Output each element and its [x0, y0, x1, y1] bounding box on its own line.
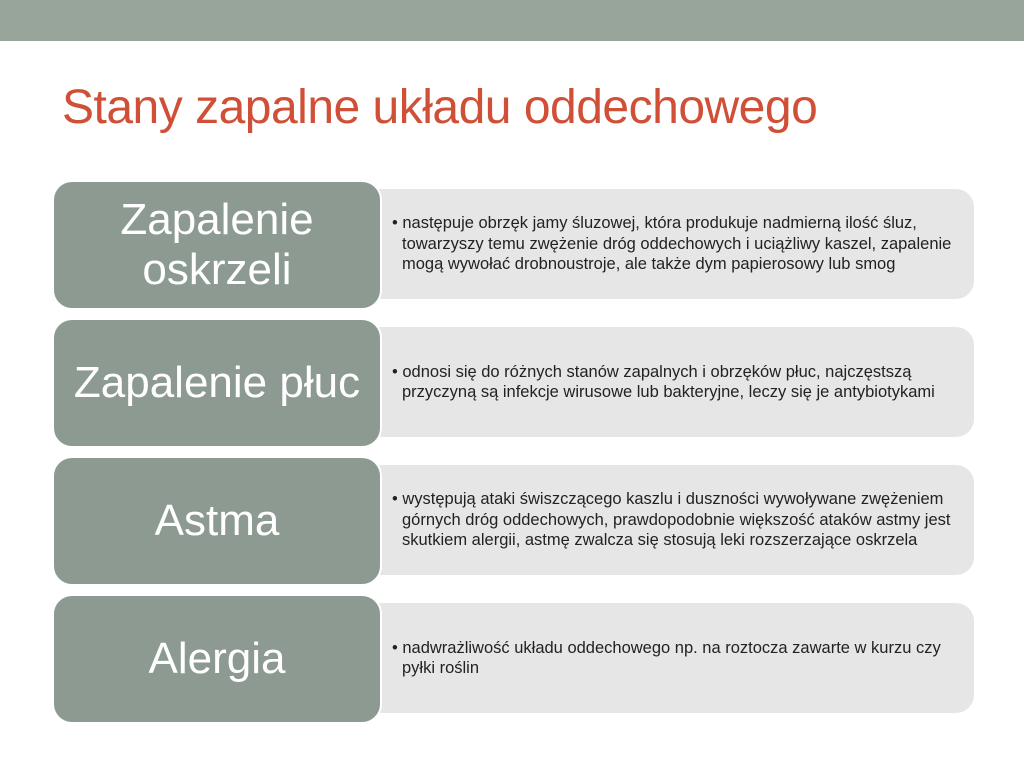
description-text: • występują ataki świszczącego kaszlu i duszności wywoływane zwężeniem górnych dróg oddechowych, prawdopodobnie większość ataków astmy jest skutkiem alergii, astmę zwalcza się stosują leki rozszerzające oskrzela: [392, 490, 951, 550]
label-text: Zapalenie oskrzeli: [120, 195, 314, 294]
condition-item-bronchitis: [52, 180, 974, 310]
label-box: [52, 180, 382, 310]
description-text: • następuje obrzęk jamy śluzowej, która produkuje nadmierną ilość śluz, towarzyszy temu zwężenie dróg oddechowych i uciążliwy kaszel, zapalenie mogą wywołać drobnoustroje, ale także dym papierosowy lub smog: [392, 214, 952, 274]
description-box: [352, 603, 974, 713]
description-box: [352, 465, 974, 575]
condition-item-pneumonia: [52, 318, 974, 448]
description-text: • nadwrażliwość układu oddechowego np. na roztocza zawarte w kurzu czy pyłki roślin: [392, 638, 941, 677]
description-box: [352, 189, 974, 299]
description-text: • odnosi się do różnych stanów zapalnych i obrzęków płuc, najczęstszą przyczyną są infekcje wirusowe lub bakteryjne, leczy się je antybiotykami: [392, 362, 935, 401]
condition-item-asthma: [52, 456, 974, 586]
label-box: [52, 318, 382, 448]
label-box: [52, 594, 382, 724]
label-text: Zapalenie płuc: [73, 358, 361, 407]
label-text: Alergia: [148, 634, 286, 683]
label-box: [52, 456, 382, 586]
slide-title: Stany zapalne układu oddechowego: [62, 81, 818, 134]
label-text: Astma: [154, 496, 280, 545]
description-box: [352, 327, 974, 437]
condition-item-allergy: [52, 594, 974, 724]
